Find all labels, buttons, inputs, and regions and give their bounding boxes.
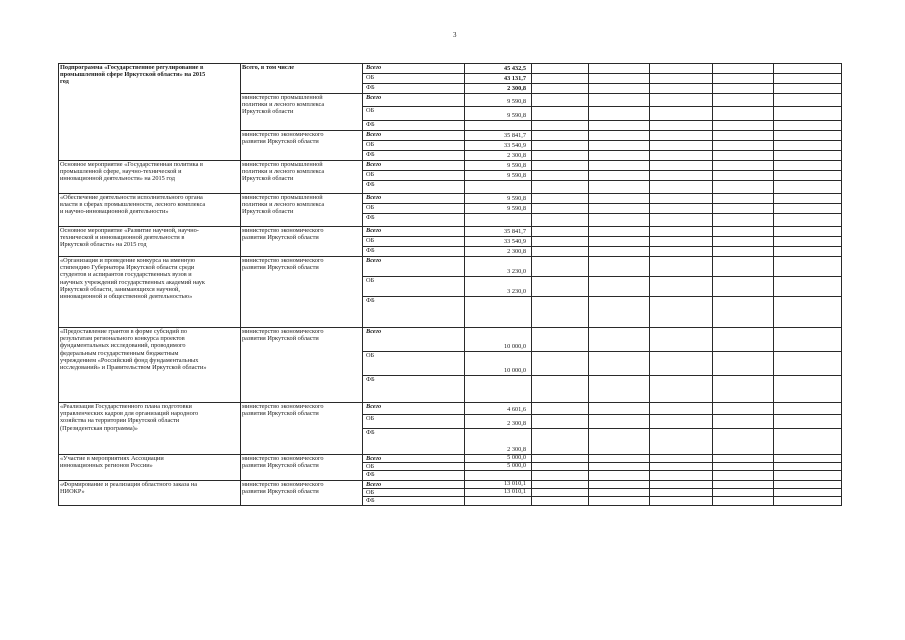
funding-source-label: Всего xyxy=(366,227,382,234)
program-name-line: студентов и аспирантов государственных вузов и xyxy=(60,271,192,279)
executor-name-line: министерство экономического xyxy=(242,481,324,488)
funding-source-label: Всего xyxy=(366,481,382,488)
funding-amount: 9 590,8 xyxy=(507,205,526,212)
executor-name-line: министерство экономического xyxy=(242,403,324,410)
program-name-line: фундаментальных исследований, проводимого xyxy=(60,342,186,350)
executor-name-line: развития Иркутской области xyxy=(242,138,319,146)
table-line-divider xyxy=(362,106,841,107)
table-column-divider xyxy=(712,63,713,506)
executor-name-line: развития Иркутской области xyxy=(242,335,319,343)
program-name-line: год xyxy=(60,78,69,86)
funding-source-label: Всего xyxy=(366,64,382,71)
funding-amount: 4 601,6 xyxy=(507,406,526,413)
funding-source-label: ФБ xyxy=(366,297,375,304)
funding-source-label: ФБ xyxy=(366,121,375,128)
funding-source-label: ФБ xyxy=(366,247,375,254)
program-name-line: «Реализация Государственного плана подготовки xyxy=(60,403,192,410)
funding-amount: 5 000,0 xyxy=(507,462,526,469)
funding-amount: 5 000,0 xyxy=(507,454,526,461)
table-line-divider xyxy=(362,375,841,376)
table-line-divider xyxy=(362,236,841,237)
table-line-divider xyxy=(362,213,841,214)
table-line-divider xyxy=(362,120,841,121)
table-line-divider xyxy=(362,150,841,151)
funding-source-label: ФБ xyxy=(366,497,375,504)
page-number: 3 xyxy=(453,31,457,39)
table-line-divider xyxy=(362,414,841,415)
funding-amount: 9 590,8 xyxy=(507,195,526,202)
funding-source-label: ФБ xyxy=(366,151,375,158)
funding-amount: 2 300,8 xyxy=(507,420,526,427)
funding-source-label: Всего xyxy=(366,455,382,462)
funding-amount: 45 432,5 xyxy=(503,65,526,72)
program-name-line: стипендию Губернатора Иркутской области среди xyxy=(60,264,195,272)
program-name-line: учреждением «Российский фонд фундаментальных xyxy=(60,356,199,364)
table-line-divider xyxy=(362,496,841,497)
funding-source-label: Всего xyxy=(366,194,382,201)
program-name-line: научных учреждений государственных академий наук xyxy=(60,278,205,286)
program-name-line: управленческих кадров для организаций народного xyxy=(60,410,199,418)
funding-source-label: ОБ xyxy=(366,107,375,114)
program-name-line: Иркутской области» на 2015 год xyxy=(60,241,147,249)
table-line-divider xyxy=(362,140,841,141)
program-name-line: результатам регионального конкурса проектов xyxy=(60,335,185,343)
funding-source-label: ФБ xyxy=(366,214,375,221)
funding-amount: 9 590,8 xyxy=(507,98,526,105)
program-name-line: инновационной и общественной деятельностью» xyxy=(60,293,193,300)
program-name-line: технической и инновационной деятельности в xyxy=(60,234,185,242)
executor-name-line: Иркутской области xyxy=(242,108,294,116)
program-name-line: исследований» и Правительством Иркутской области» xyxy=(60,364,207,371)
executor-name-line: министерство промышленной xyxy=(242,161,323,168)
program-name-line: Основное мероприятие «Государственная политика в xyxy=(60,161,203,168)
funding-source-label: ФБ xyxy=(366,429,375,436)
funding-amount: 2 300,8 xyxy=(507,85,526,92)
funding-amount: 13 010,1 xyxy=(503,488,526,495)
funding-amount: 9 590,8 xyxy=(507,112,526,119)
table-column-divider xyxy=(240,63,241,506)
program-name-line: Иркутской области, занимающихся научной, xyxy=(60,285,181,293)
table-column-divider xyxy=(464,63,465,506)
executor-name-line: Иркутской области xyxy=(242,208,294,216)
executor-name-line: политики и лесного комплекса xyxy=(242,101,325,109)
funding-amount: 10 000,0 xyxy=(503,367,526,374)
executor-name-line: политики и лесного комплекса xyxy=(242,201,325,209)
program-name-line: НИОКР» xyxy=(60,488,85,496)
executor-name-line: министерство экономического xyxy=(242,227,324,234)
funding-amount: 35 841,7 xyxy=(503,228,526,235)
funding-source-label: ФБ xyxy=(366,84,375,91)
table-line-divider xyxy=(362,180,841,181)
budget-table xyxy=(58,63,841,534)
funding-amount: 2 300,8 xyxy=(507,152,526,159)
funding-amount: 10 000,0 xyxy=(503,343,526,350)
program-name-line: «Организация и проведение конкурса на именную xyxy=(60,257,196,264)
funding-source-label: ОБ xyxy=(366,237,375,244)
funding-amount: 2 300,8 xyxy=(507,248,526,255)
table-column-divider xyxy=(773,63,774,506)
table-line-divider xyxy=(362,276,841,277)
executor-name-line: министерство экономического xyxy=(242,257,324,264)
funding-source-label: ОБ xyxy=(366,141,375,148)
funding-amount: 33 540,9 xyxy=(503,142,526,149)
funding-source-label: Всего xyxy=(366,403,382,410)
funding-source-label: ФБ xyxy=(366,181,375,188)
program-name-line: «Формирование и реализация областного заказа на xyxy=(60,481,197,488)
executor-name-line: развития Иркутской области xyxy=(242,462,319,470)
funding-source-label: ФБ xyxy=(366,471,375,478)
executor-name-line: Всего, в том числе xyxy=(242,64,295,71)
funding-amount: 43 131,7 xyxy=(503,75,526,82)
table-line-divider xyxy=(362,73,841,74)
funding-source-label: ФБ xyxy=(366,376,375,383)
table-line-divider xyxy=(362,83,841,84)
program-name-line: «Предоставление грантов в форме субсидий по xyxy=(60,328,188,335)
executor-name-line: министерство экономического xyxy=(242,131,324,138)
table-column-divider xyxy=(362,63,363,506)
table-column-divider xyxy=(531,63,532,506)
program-name-line: Основное мероприятие «Развитие научной, научно- xyxy=(60,227,199,234)
program-name-line: федеральным государственным бюджетным xyxy=(60,349,179,357)
program-name-line: власти в сферах промышленности, лесного комплекса xyxy=(60,201,206,209)
funding-source-label: ОБ xyxy=(366,352,375,359)
executor-name-line: политики и лесного комплекса xyxy=(242,168,325,176)
funding-amount: 35 841,7 xyxy=(503,132,526,139)
table-row-divider xyxy=(58,505,841,506)
table-column-divider xyxy=(649,63,650,506)
program-name-line: хозяйства на территории Иркутской области xyxy=(60,417,180,425)
funding-amount: 3 230,0 xyxy=(507,288,526,295)
executor-name-line: развития Иркутской области xyxy=(242,234,319,242)
executor-name-line: Иркутской области xyxy=(242,175,294,183)
funding-source-label: Всего xyxy=(366,94,382,101)
program-name-line: инновационных регионов России» xyxy=(60,462,153,470)
funding-amount: 3 230,0 xyxy=(507,268,526,275)
executor-name-line: развития Иркутской области xyxy=(242,264,319,272)
executor-name-line: развития Иркутской области xyxy=(242,488,319,496)
funding-source-label: ОБ xyxy=(366,463,375,470)
funding-amount: 2 300,8 xyxy=(507,446,526,453)
funding-source-label: Всего xyxy=(366,131,382,138)
funding-source-label: ОБ xyxy=(366,74,375,81)
table-line-divider xyxy=(362,296,841,297)
program-name-line: Подпрограмма «Государственное регулирование в xyxy=(60,64,204,71)
executor-name-line: министерство промышленной xyxy=(242,94,323,101)
funding-amount: 9 590,8 xyxy=(507,172,526,179)
funding-source-label: ОБ xyxy=(366,415,375,422)
funding-source-label: Всего xyxy=(366,161,382,168)
program-name-line: промышленной сфере, научно-технической и xyxy=(60,168,182,176)
funding-source-label: ОБ xyxy=(366,204,375,211)
funding-source-label: ОБ xyxy=(366,171,375,178)
program-name-line: (Президентская программа)» xyxy=(60,424,138,432)
program-name-line: инновационной деятельности» на 2015 год xyxy=(60,175,175,183)
program-name-line: и научно-инновационной деятельности» xyxy=(60,208,169,216)
program-name-line: промышленной сфере Иркутской области» на 2015 xyxy=(60,71,206,79)
funding-amount: 9 590,8 xyxy=(507,162,526,169)
funding-source-label: ОБ xyxy=(366,277,375,284)
table-line-divider xyxy=(362,246,841,247)
funding-source-label: ОБ xyxy=(366,489,375,496)
table-line-divider xyxy=(362,470,841,471)
funding-amount: 13 010,1 xyxy=(503,480,526,487)
table-column-divider xyxy=(588,63,589,506)
funding-source-label: Всего xyxy=(366,328,382,335)
table-column-divider xyxy=(58,63,59,506)
executor-name-line: министерство экономического xyxy=(242,328,324,335)
executor-name-line: министерство экономического xyxy=(242,455,324,462)
table-line-divider xyxy=(362,203,841,204)
program-name-line: «Участие в мероприятиях Ассоциации xyxy=(60,455,164,462)
executor-name-line: развития Иркутской области xyxy=(242,410,319,418)
program-name-line: «Обеспечение деятельности исполнительного органа xyxy=(60,194,203,201)
funding-amount: 33 540,9 xyxy=(503,238,526,245)
executor-name-line: министерство промышленной xyxy=(242,194,323,201)
table-line-divider xyxy=(362,428,841,429)
funding-source-label: Всего xyxy=(366,257,382,264)
table-line-divider xyxy=(362,351,841,352)
table-line-divider xyxy=(362,170,841,171)
table-column-divider xyxy=(841,63,842,506)
